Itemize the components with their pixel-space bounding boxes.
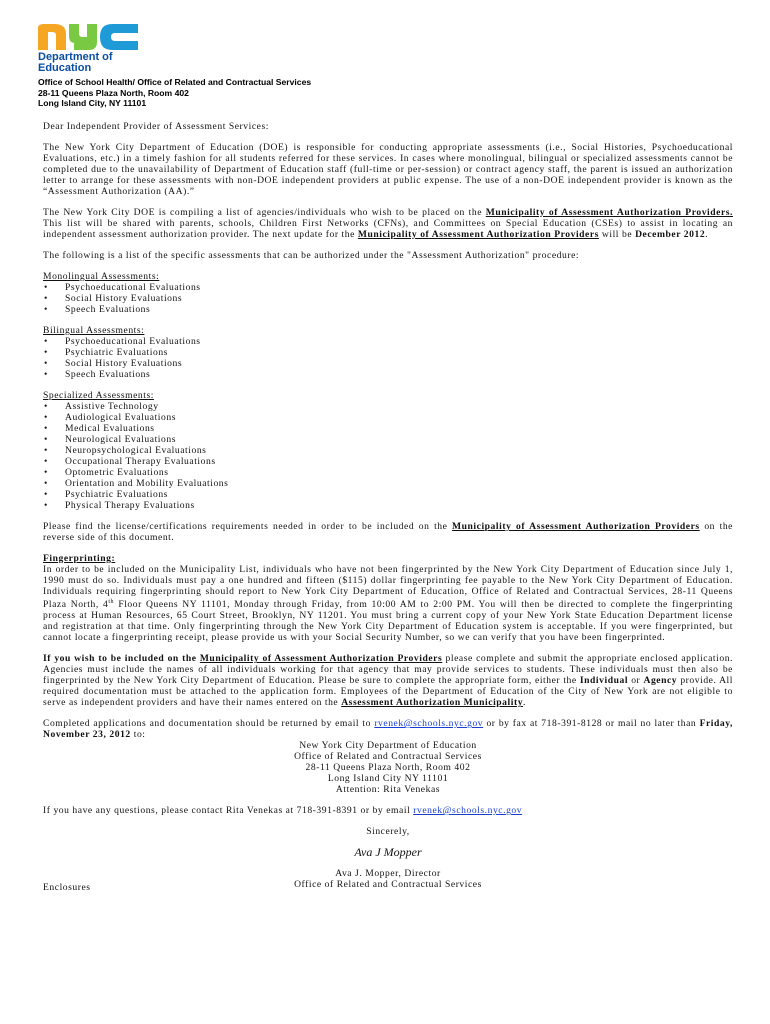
department-name: [38, 52, 113, 74]
address-line: Office of Related and Contractual Services: [294, 751, 482, 763]
list-item: • Psychoeducational Evaluations: [43, 282, 733, 293]
nyc-logo: [36, 22, 166, 52]
monolingual-list: [43, 282, 733, 315]
address-line-2: 28-11 Queens Plaza North, Room 402: [38, 87, 189, 98]
paragraph-return: [43, 718, 733, 740]
enclosures: Enclosures: [43, 882, 91, 894]
text: .: [523, 697, 526, 709]
text: In order to be included on the Municipality List, individuals who have not been fingerprinted by the New York City Department of Education since July 1, 1990 must do so. Individuals must pay a one hundred and fifteen ($115) dollar fingerprinting fee payable to the New York City Department of Education. Individuals requiring fingerprinting should report to New York City Department of Education, Office of Related and Contractual Services, 28-11 Queens Plaza North, 4: [43, 564, 733, 611]
text: This list will be shared with parents, schools, Children First Networks (CFNs), and Committees on Special Education (CSEs) to assist in locating an independent assessment authorization provider. The next update for the: [43, 218, 733, 240]
address-line: Long Island City NY 11101: [327, 773, 449, 785]
list-item: • Psychiatric Evaluations: [43, 347, 733, 358]
office-address: [38, 77, 311, 109]
municipality-link: Municipality of Assessment Authorization Providers: [199, 653, 443, 665]
text: provide. All required documentation must be attached to the application form. Employees of the Department of Education of the City of New York are not eligible to serve as independent providers and have their names entered on the: [43, 675, 733, 709]
address-line-1: Office of School Health/ Office of Related and Contractual Services: [38, 77, 312, 87]
list-item: • Neuropsychological Evaluations: [43, 445, 733, 456]
list-item: • Speech Evaluations: [43, 369, 733, 380]
text: .: [705, 229, 709, 240]
municipality-link: Municipality of Assessment Authorization Providers.: [485, 207, 733, 218]
paragraph-requirements: [43, 521, 733, 543]
municipality-link: Municipality of Assessment Authorization Providers: [357, 229, 599, 240]
logo-letter-y: [69, 24, 97, 50]
list-item: • Audiological Evaluations: [43, 412, 733, 423]
logo-letter-n: [38, 24, 66, 50]
list-item: • Psychiatric Evaluations: [43, 489, 733, 500]
list-item: • Assistive Technology: [43, 401, 733, 412]
signer: [43, 868, 733, 890]
address-line: New York City Department of Education: [299, 740, 477, 752]
list-item: • Psychoeducational Evaluations: [43, 336, 733, 347]
list-item: • Physical Therapy Evaluations: [43, 500, 733, 511]
list-item: • Social History Evaluations: [43, 358, 733, 369]
municipality-link: Assessment Authorization Municipality: [341, 697, 524, 709]
text: to:: [130, 729, 146, 741]
fingerprinting-heading: Fingerprinting:: [43, 553, 116, 564]
agency-form: Agency: [643, 675, 678, 687]
update-date: December 2012: [635, 229, 706, 240]
list-item: • Speech Evaluations: [43, 304, 733, 315]
paragraph-application: [43, 653, 733, 708]
deadline-date: Friday, November 23, 2012: [43, 718, 733, 741]
signature: Ava J Mopper: [354, 845, 422, 860]
list-item: • Social History Evaluations: [43, 293, 733, 304]
list-item: • Optometric Evaluations: [43, 467, 733, 478]
logo-letter-c: [100, 24, 138, 50]
paragraph-list-intro: The following is a list of the specific assessments that can be authorized under the "Assessment Authorization" procedure:: [43, 250, 580, 261]
dept-line-1: Department of: [38, 51, 113, 63]
paragraph-intro: The New York City Department of Education (DOE) is responsible for conducting appropriate assessments (i.e., Social Histories, Psychoeducational Evaluations, etc.) in a timely fashion for all students referred for these services. In cases where monolingual, bilingual or specialized assessments cannot be completed due to the unavailability of Department of Education staff (full-time or per-session) or contract agency staff, the parent is issued an authorization letter to arrange for these assessments with non-DOE independent providers at public expense. The use of a non-DOE independent provider is known as the “Assessment Authorization (AA).”: [43, 142, 733, 197]
individual-form: Individual: [579, 675, 629, 687]
salutation: Dear Independent Provider of Assessment Services:: [43, 121, 269, 132]
signer-name: Ava J. Mopper, Director: [335, 868, 441, 880]
paragraph-municipality: [43, 207, 733, 240]
text: will be: [598, 229, 636, 240]
list-item: • Medical Evaluations: [43, 423, 733, 434]
signature-block: [43, 868, 733, 908]
specialized-list: [43, 401, 733, 511]
text: please complete and submit the appropriate enclosed application. Agencies must include the names of all individuals working for that agency that may provide services to students. These individuals must then also be fingerprinted by the New York City Department of Education. Please be sure to complete the appropriate form, either the: [43, 653, 733, 687]
text: If you wish to be included on the: [43, 653, 200, 665]
text: or by fax at 718-391-8128 or mail no later than: [483, 718, 700, 730]
paragraph-questions: [43, 805, 733, 816]
signer-office: Office of Related and Contractual Services: [294, 879, 482, 891]
text: on the reverse side of this document.: [43, 521, 733, 543]
superscript: th: [108, 599, 115, 605]
closing: Sincerely,: [366, 826, 410, 838]
letter-body: [43, 121, 733, 908]
text: Please find the license/certifications requirements needed in order to be included on the: [43, 521, 453, 532]
mailing-address: [43, 740, 733, 795]
list-item: • Orientation and Mobility Evaluations: [43, 478, 733, 489]
address-line-3: Long Island City, NY 11101: [38, 98, 147, 109]
email-link[interactable]: rvenek@schools.nyc.gov: [413, 805, 523, 817]
monolingual-heading: Monolingual Assessments:: [43, 271, 160, 282]
text: or: [628, 675, 644, 687]
dept-line-2: Education: [38, 62, 92, 74]
bilingual-list: [43, 336, 733, 380]
text: If you have any questions, please contact Rita Venekas at 718-391-8391 or by email: [43, 805, 414, 817]
text: Floor Queens NY 11101, Monday through Friday, from 10:00 AM to 2:00 PM. You will then be directed to complete the fingerprinting process at Human Resources, 65 Court Street, Brooklyn, NY 11201. You must bring a current copy of your New York State Education Department license and registration at that time. Only fingerprinting through the New York City Department of Education system is acceptable. If you were fingerprinted, but cannot locate a fingerprinting receipt, please provide us with your Social Security Number, so we can verify that you have been fingerprinted.: [43, 599, 733, 644]
address-line: 28-11 Queens Plaza North, Room 402: [305, 762, 471, 774]
text: The New York City DOE is compiling a list of agencies/individuals who wish to be placed on the: [43, 207, 486, 218]
municipality-link: Municipality of Assessment Authorization Providers: [452, 521, 700, 532]
specialized-heading: Specialized Assessments:: [43, 390, 154, 401]
email-link[interactable]: rvenek@schools.nyc.gov: [374, 718, 484, 730]
bilingual-heading: Bilingual Assessments:: [43, 325, 145, 336]
list-item: • Occupational Therapy Evaluations: [43, 456, 733, 467]
paragraph-fingerprinting: [43, 564, 733, 643]
list-item: • Neurological Evaluations: [43, 434, 733, 445]
text: Completed applications and documentation should be returned by email to: [43, 718, 375, 730]
address-line: Attention: Rita Venekas: [335, 784, 441, 796]
